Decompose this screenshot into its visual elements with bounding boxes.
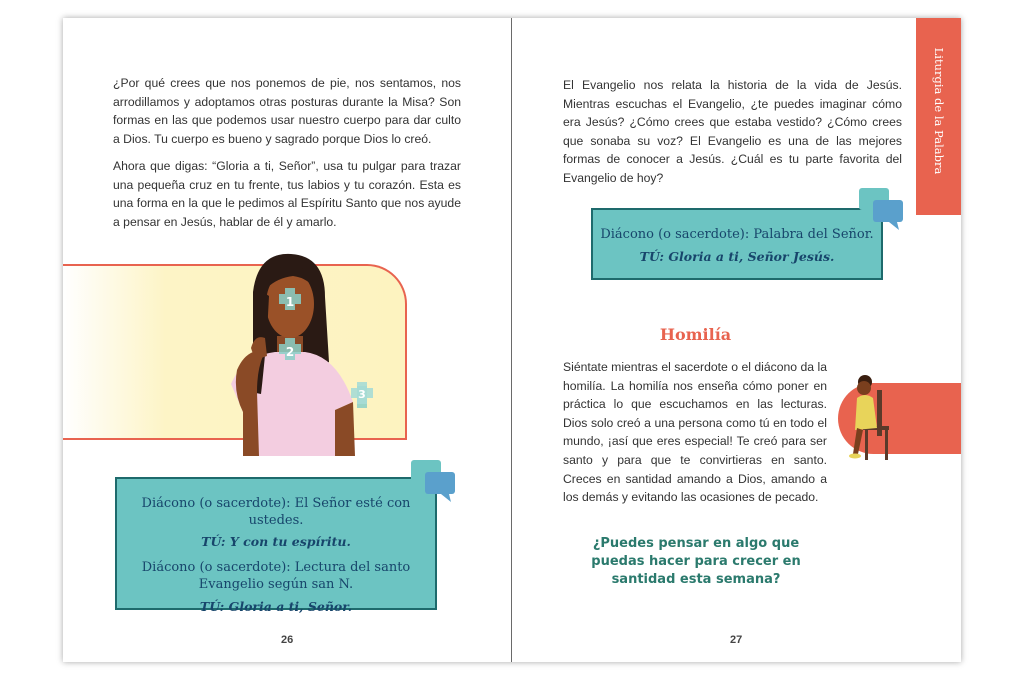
cross-label-1: 1 [285,295,295,309]
section-heading: Homilía [659,325,732,344]
section-tab-label: Liturgia de la Palabra [931,47,946,175]
page-number-right: 27 [730,634,743,646]
right-paragraph-1: El Evangelio nos relata la historia de la vida de Jesús. Mientras escuchas el Evangelio, ¿te puedes imaginar cómo era Jesús? ¿Cómo crees que estaba vestido? ¿Cómo crees que sonaba su voz? El Evangelio es una de las mejores formas de conocer a Jesús. ¿Cuál es tu parte favorita del Evangelio de hoy? [563,78,902,185]
page-gutter [511,18,512,662]
dialog-response-1: TÚ: Y con tu espíritu. [201,534,351,549]
left-paragraph-2: Ahora que digas: “Gloria a ti, Señor”, usa tu pulgar para trazar una pequeña cruz en tu frente, tus labios y tu corazón. Esta es una forma en la que le pedimos al Espíritu Santo que nos ayude a pensar en Jesús, hablar de él y amarlo. [113,159,461,229]
book-spread [63,18,961,662]
speech-bubbles-icon [859,188,905,230]
girl-tracing-cross-illustration [213,252,366,456]
right-paragraph-2: Siéntate mientras el sacerdote o el diácono da la homilía. La homilía nos enseña cómo poner en práctica lo que escuchamos en las lecturas. Dios solo creó a una persona como tú en todo el mundo, ¡así que eres especial! Te creó para ser santo y para que te convirtieras en santo. Creces en santidad amando a Dios, amando a los demás y evitando las ocasiones de pecado. [563,360,827,505]
left-paragraph-1: ¿Por qué crees que nos ponemos de pie, nos sentamos, nos arrodillamos y adoptamos otras posturas durante la Misa? Son formas en las que podemos usar nuestro cuerpo para dar culto a Dios. Tu cuerpo es bueno y sagrado porque Dios lo creó. [113,76,461,146]
seated-girl-illustration [843,370,903,466]
cross-label-2: 2 [285,345,295,359]
section-tab [916,18,961,215]
mass-dialog-box-left [115,477,437,614]
reflection-question: ¿Puedes pensar en algo que puedas hacer para crecer en santidad esta semana? [591,536,801,587]
dialog-right-response-1: TÚ: Gloria a ti, Señor Jesús. [639,249,835,264]
dialog-line-2a: Diácono (o sacerdote): Lectura del santo [141,560,411,575]
dialog-line-1: Diácono (o sacerdote): El Señor esté con ustedes. [141,496,411,528]
dialog-right-line-1: Diácono (o sacerdote): Palabra del Señor. [600,227,874,242]
mass-dialog-box-right [591,208,883,280]
dialog-line-2b: Evangelio según san N. [198,577,354,592]
page-number-left: 26 [281,634,294,646]
cross-label-3: 3 [358,388,366,401]
speech-bubbles-icon [411,460,457,502]
dialog-response-2: TÚ: Gloria a ti, Señor. [199,599,353,614]
